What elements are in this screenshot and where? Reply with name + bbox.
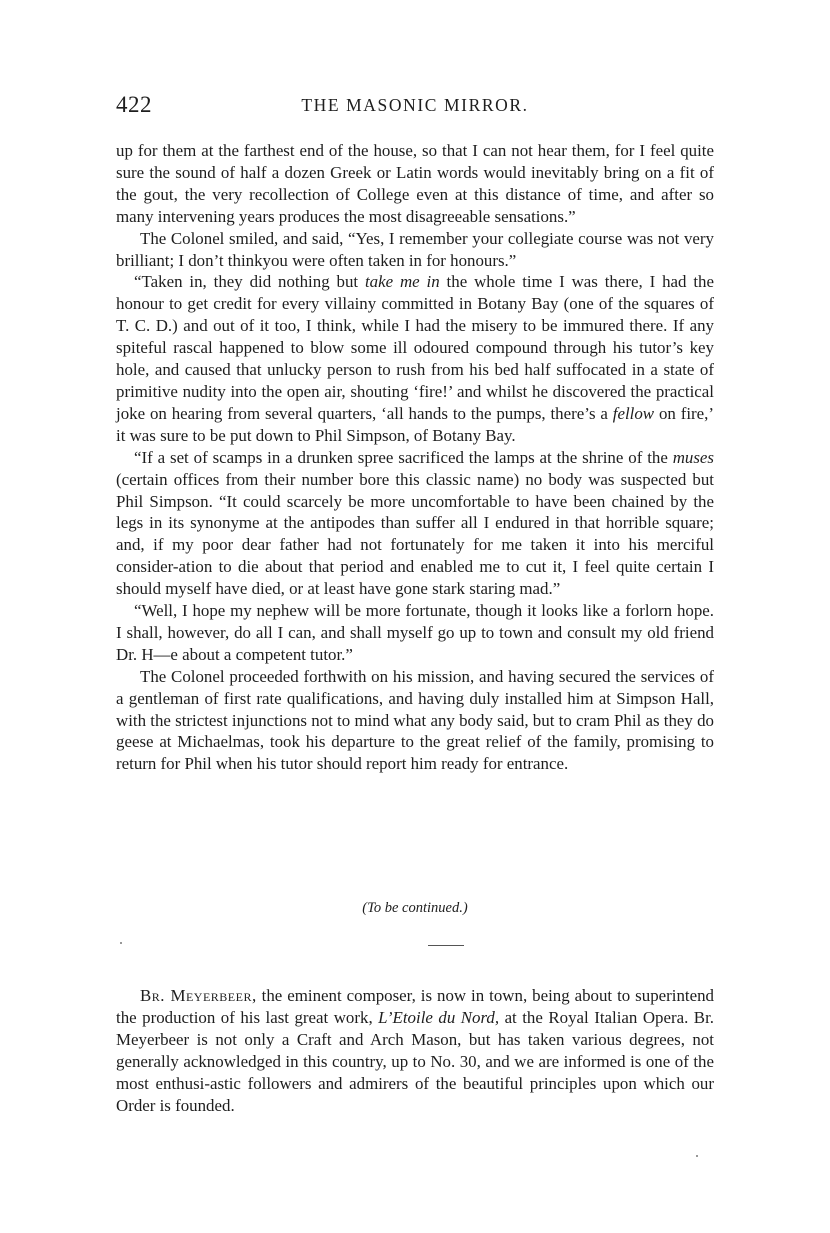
italic-text: L’Etoile du Nord, bbox=[378, 1007, 500, 1027]
text-run: at the Royal Italian Opera. Br. Meyerbeer is not only a Craft and Arch Mason, but has taken various degrees, not generally acknowledged in this country, up to No. 30, and we are informed is one of the most enthusi-astic followers and admirers of the beautiful principles upon which our Order is founded. bbox=[116, 1007, 714, 1115]
paragraph bbox=[116, 140, 714, 228]
section-divider bbox=[428, 945, 464, 946]
paragraph bbox=[116, 666, 714, 776]
italic-text: muses bbox=[672, 447, 714, 467]
ink-speck bbox=[696, 1155, 698, 1157]
text-run: up for them at the farthest end of the house, so that I can not hear them, for I feel quite sure the sound of half a dozen Greek or Latin words would inevitably bring on a fit of the gout, the very recollection of College even at this distance of time, and after so many intervening years produces the most disagreeable sensations.” bbox=[116, 141, 714, 226]
ink-speck bbox=[120, 942, 122, 944]
text-run: “Taken in, they did nothing but bbox=[134, 272, 365, 292]
paragraph bbox=[116, 447, 714, 600]
page-number: 422 bbox=[116, 92, 152, 117]
running-head: THE MASONIC MIRROR. bbox=[301, 95, 529, 115]
paragraph bbox=[116, 271, 714, 446]
to-be-continued-note: (To be continued.) bbox=[362, 900, 468, 916]
text-run: The Colonel proceeded forthwith on his mission, and having secured the services of a gentleman of first rate qualifications, and having duly installed him at Simpson Hall, with the strictest injunctions not to mind what any body said, but to cram Phil as they do geese at Michaelmas, took his departure to the great relief of the family, promising to return for Phil when his tutor should report him ready for entrance. bbox=[116, 666, 714, 774]
text-run: The Colonel smiled, and said, “Yes, I remember your collegiate course was not very brilliant; I don’t thinkyou were often taken in for honours.” bbox=[116, 228, 714, 270]
text-run: “Well, I hope my nephew will be more fortunate, though it looks like a forlorn hope. I shall, however, do all I can, and shall myself go up to town and consult my old friend Dr. H—e about a competent tutor.” bbox=[116, 601, 714, 664]
text-run: “If a set of scamps in a drunken spree sacrificed the lamps at the shrine of the bbox=[134, 447, 673, 467]
article-body bbox=[116, 140, 714, 775]
text-run: the eminent composer, is now in town, being about to superintend the production of his last great work, bbox=[116, 986, 714, 1027]
text-run: the whole time I was there, I had the honour to get credit for every villainy committed in Botany Bay (one of the squares of T. C. D.) and out of it too, I think, while I had the misery to be immured there. If any spiteful rascal happened to blow some ill odoured compound through his tutor’s key hole, and caused that unlucky person to rush from his bed half suffocated in a state of primitive nudity into the open air, shouting ‘fire!’ and whilst he discovered the practical joke on hearing from several quarters, ‘all hands to the pumps, there’s a bbox=[116, 272, 714, 423]
meyerbeer-note bbox=[116, 985, 714, 1116]
text-run: on fire,’ it was sure to be put down to Phil Simpson, of Botany Bay. bbox=[116, 403, 714, 445]
text-run: (certain offices from their number bore this classic name) no body was suspected but Phil Simpson. “It could scarcely be more uncomfortable to have been chained by the legs in its synonyme at the antipodes than suffer all I endured in that horrible square; and, if my poor dear father had not fortunately for me taken it into his merciful consider-ation to die about that period and enabled me to cut it, I feel quite certain I should myself have died, or at least have gone stark staring mad.” bbox=[116, 469, 714, 599]
small-caps-name: Br. Meyerbeer, bbox=[140, 986, 257, 1005]
note-paragraph bbox=[116, 985, 714, 1116]
italic-text: fellow bbox=[612, 403, 655, 423]
page-header bbox=[116, 92, 714, 122]
italic-text: take me in bbox=[364, 272, 440, 292]
paragraph bbox=[116, 228, 714, 272]
paragraph bbox=[116, 600, 714, 666]
